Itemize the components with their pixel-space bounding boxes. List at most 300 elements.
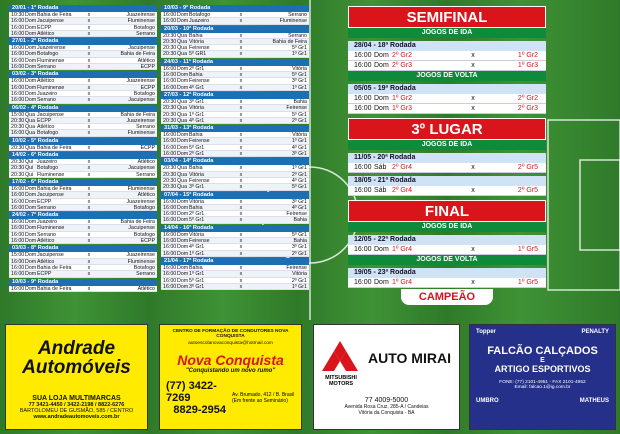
match-cell: x [239,177,243,184]
match-cell: Fluminense [37,84,65,90]
match-list [9,12,157,37]
match-row [348,51,546,61]
match-cell: Juazeirense [126,117,155,124]
match-row [348,104,546,114]
match-cell: Qua [25,144,36,151]
ad-address: BARTOLOMEU DE GUSMÃO, 585 / CENTRO [19,408,134,414]
match-cell: Bahia [189,165,203,171]
match-cell: 5º Gr1 [291,231,307,238]
match-cell: x [87,231,91,238]
match-cell: Bahia de Feira [272,38,307,45]
match-cell: x [471,246,475,253]
match-cell: Serrano [136,30,155,37]
match-cell: Atlético [37,78,55,84]
match-cell: Qua [177,45,188,51]
match-cell: 16:00 [163,283,177,290]
match-cell: Feirense [286,105,307,111]
match-cell: Qua [25,130,36,136]
ad-phone: 77 4009-5000 [364,397,409,404]
match-cell: Dom [25,225,37,231]
match-list [9,78,157,103]
match-cell: Dom [177,217,189,223]
match-cell: x [239,171,243,177]
round-header: 03/02 - 3ª Rodada [9,71,157,78]
match-cell: 20:30 [11,159,25,165]
match-cell: x [87,57,91,64]
ad-phone: (77) 3422-7269 [166,380,217,404]
match-cell: 16:00 [354,52,372,59]
match-cell: Qua [177,111,188,117]
match-cell: 20:30 [163,105,177,111]
match-cell: Vitória [189,171,204,177]
match-cell: 16:00 [163,12,177,18]
match-cell: ECPP [37,198,52,204]
match-cell: 16:00 [163,65,177,72]
match-cell: Dom [177,144,189,151]
ad-title: FALCÃO CALÇADOS [487,345,598,357]
ad-title: CENTRO DE FORMAÇÃO DE CONDUTORES NOVA CONQUISTA [172,329,289,339]
match-cell: x [239,111,243,117]
match-cell: Dom [25,57,37,64]
match-cell: 16:00 [11,285,25,291]
match-cell: Feirense [286,264,307,271]
match-row [348,186,546,196]
match-cell: Atlético [137,159,155,165]
match-row [161,184,309,190]
match-row [161,118,309,124]
campeao-label: CAMPEÃO [401,289,493,305]
match-cell: 16:00 [11,192,25,198]
ad-brand-matheus: MATHEUS [579,398,609,404]
match-cell: x [239,138,243,144]
match-cell: x [87,12,91,18]
match-cell: x [87,252,91,258]
match-list [161,66,309,91]
match-cell: 16:00 [163,144,177,151]
match-cell: Serrano [288,32,307,38]
match-cell: 20:30 [163,32,177,38]
match-cell: 1º Gr5 [517,246,538,253]
match-cell: Bahia [293,217,307,223]
match-cell: Qua [177,32,188,38]
match-cell: x [239,78,243,84]
match-cell: Serrano [288,12,307,18]
match-cell: Serrano [37,64,56,70]
ad-logo: Nova Conquista [177,352,284,368]
ad-email: Email: falcao.1@ig.com.br [514,385,571,390]
match-cell: 16:00 [11,78,25,84]
match-cell: x [87,185,91,192]
match-cell: Dom [25,204,37,211]
ad-slogan: "Conquistando um novo rumo" [185,368,276,374]
match-list [161,165,309,190]
match-cell: 4º Gr1 [189,117,205,124]
match-cell: x [87,84,91,90]
ad-brand-line1: Andrade [37,338,116,359]
match-cell: 1º Gr4 [392,246,413,253]
match-cell: 20:30 [11,165,25,171]
match-cell: x [239,132,243,138]
match-cell: x [239,144,243,151]
match-cell: x [239,184,243,190]
match-cell: 16:00 [11,198,25,204]
match-cell: Feirense [189,45,210,51]
match-cell: x [239,72,243,78]
final-title: FINAL [348,200,546,222]
match-cell: Dom [25,219,37,225]
match-cell: x [239,211,243,217]
match-cell: 1º Gr1 [189,271,205,277]
match-cell: 16:00 [11,64,25,70]
match-cell: Fluminense [127,130,155,136]
ad-nova-conquista[interactable] [159,324,302,430]
match-cell: Botafogo [189,12,211,18]
match-cell: 16:00 [11,51,25,57]
match-cell: x [87,271,91,277]
match-cell: Dom [25,192,37,198]
match-row [348,61,546,71]
match-cell: x [471,52,475,59]
match-cell: 4º Gr1 [291,204,307,211]
match-cell: Fluminense [127,18,155,24]
ad-city: Vitória da Conquista - BA [358,410,415,416]
match-cell: ECPP [140,84,155,90]
round-header: 20/03 - 10ª Rodada [161,26,309,33]
match-cell: Serrano [136,124,155,130]
match-cell: x [239,283,243,290]
match-cell: 2º Gr4 [392,187,413,194]
round-header: 10/03 - 9ª Rodada [161,5,309,12]
match-cell: Bahia de Feira [120,111,155,117]
round-header: 24/02 - 7ª Rodada [9,212,157,219]
ad-falcao-calcados[interactable] [469,324,616,430]
match-cell: Dom [177,138,189,144]
ad-brand-umbro: UMBRO [476,398,499,404]
match-cell: Jacuipense [37,18,64,24]
match-cell: Qua [177,105,188,111]
match-cell: 15:00 [11,111,25,117]
jogos-ida-label: JOGOS DE IDA [348,28,546,38]
ad-tagline: SUA LOJA MULTIMARCAS [32,395,121,402]
round-header: 31/03 - 13ª Rodada [161,125,309,132]
match-cell: Botafogo [133,264,155,271]
match-cell: Dom [177,12,189,18]
match-cell: Qui [25,171,34,177]
match-cell: Dom [177,198,189,204]
match-cell: Botafogo [133,90,155,97]
match-cell: 20:30 [11,124,25,130]
round-header: 10/03 - 9ª Rodada [9,279,157,286]
match-cell: Fluminense [37,57,65,64]
match-cell: Dom [177,204,189,211]
match-cell: x [239,84,243,90]
match-cell: Bahia de Feira [120,219,155,225]
match-cell: Dom [25,231,37,238]
match-row [9,145,157,151]
match-cell: 5º Gr1 [189,144,205,151]
match-cell: 2º Gr4 [392,164,413,171]
match-cell: Botafogo [133,204,155,211]
match-cell: 16:00 [11,97,25,103]
match-cell: x [87,130,91,136]
match-cell: 1º Gr5 [517,279,538,286]
match-cell: x [239,165,243,171]
match-cell: Bahia de Feira [37,264,72,271]
match-cell: Qua [25,124,36,130]
match-cell: 16:00 [163,151,177,157]
match-cell: x [239,38,243,45]
match-cell: x [87,117,91,124]
match-cell: Serrano [136,171,155,177]
match-cell: x [87,285,91,291]
match-cell: 3º Gr1 [291,151,307,157]
match-cell: Botafogo [37,51,59,57]
match-cell: x [87,78,91,84]
match-cell: x [87,45,91,51]
match-cell: x [239,198,243,204]
match-list [9,252,157,277]
match-cell: Dom [25,51,37,57]
match-cell: x [239,250,243,256]
match-cell: x [87,165,91,171]
ad-subtitle: ARTIGO ESPORTIVOS [494,364,591,374]
match-cell: x [239,98,243,105]
match-cell: 20:30 [11,144,25,151]
match-cell: 1º Gr1 [291,84,307,90]
match-row [348,163,546,173]
match-cell: 1º Gr2 [392,95,413,102]
match-cell: x [87,97,91,103]
match-cell: Dom [177,264,189,271]
match-cell: 16:00 [163,231,177,238]
match-cell: 20:30 [163,184,177,190]
match-list [9,145,157,151]
match-cell: x [87,264,91,271]
match-cell: Bahia [293,98,307,105]
match-cell: Bahia [189,72,203,78]
match-cell: Atlético [37,30,55,37]
ad-email: autoescolanovaconquista@hotmail.com [188,341,273,346]
match-cell: Feirense [189,138,210,144]
match-cell: Dom [25,271,37,277]
match-list [9,286,157,292]
ad-url: www.andradeautomoveis.com.br [33,414,120,420]
match-cell: Dom [177,84,189,90]
match-cell: Qua [177,177,188,184]
match-cell: 1º Gr1 [291,138,307,144]
match-cell: x [87,51,91,57]
round-header: 24/03 - 11ª Rodada [161,59,309,66]
match-cell: 10:30 [11,12,25,18]
match-cell: Feirense [286,211,307,217]
match-cell: Botafogo [37,130,59,136]
match-cell: x [87,198,91,204]
match-cell: Qua [177,38,188,45]
match-cell: 4º Gr1 [189,244,205,250]
match-cell: Botafogo [133,24,155,30]
match-cell: Serrano [136,271,155,277]
match-cell: 3º Gr1 [189,98,205,105]
ad-phone: 77 3421-4450 / 3422-2198 / 8822-6276 [28,402,125,408]
round-header: 10/02 - 5ª Rodada [9,138,157,145]
match-cell: x [87,192,91,198]
match-cell: x [239,271,243,277]
ad-address: Avenida Rosa Cruz, 285-A / Candeias [344,404,429,410]
match-cell: Bahia de Feira [120,51,155,57]
match-cell: Dom [25,264,37,271]
match-cell: Atlético [37,238,55,244]
match-cell: 16:00 [354,164,372,171]
match-cell: x [87,159,91,165]
match-cell: 4º Gr1 [291,177,307,184]
match-cell: Dom [374,105,389,112]
match-cell: 16:00 [11,84,25,90]
match-cell: 16:00 [163,138,177,144]
match-cell: Atlético [137,285,155,291]
round-header: 19/05 - 23ª Rodada [348,268,546,278]
match-list [348,163,546,173]
match-cell: Jacuipense [37,192,64,198]
jogos-volta-label: JOGOS DE VOLTA [348,71,546,81]
match-row [161,251,309,257]
match-cell: Qua [177,184,188,190]
jogos-ida-label: JOGOS DE IDA [348,222,546,232]
match-cell: 1º Gr2 [517,52,538,59]
round-header: 17/02 - 6ª Rodada [9,179,157,186]
match-cell: x [471,279,475,286]
match-cell: x [87,144,91,151]
match-cell: 2º Gr5 [517,187,538,194]
match-row [161,85,309,91]
match-row [161,18,309,24]
ad-andrade-automoveis[interactable] [5,324,148,430]
match-cell: Qua [25,117,36,124]
match-cell: Dom [177,151,189,157]
match-cell: x [239,32,243,38]
ad-phone2: 8829-2954 [173,404,226,416]
match-cell: Fluminense [127,185,155,192]
match-cell: x [87,204,91,211]
match-row [9,238,157,244]
match-cell: x [239,51,243,57]
ad-brand: AUTO MIRAI [368,350,451,366]
match-cell: x [239,105,243,111]
match-cell: Bahia de Feira [37,285,72,291]
round-header: 03/03 - 8ª Rodada [9,245,157,252]
match-cell: 20:30 [11,117,25,124]
match-cell: Dom [177,78,189,84]
ad-conj: E [540,357,545,364]
match-cell: Dom [177,250,189,256]
match-cell: 1º Gr4 [392,279,413,286]
match-row [9,31,157,37]
ad-maker: MITSUBISHI MOTORS [325,375,357,387]
match-list [9,112,157,137]
match-cell: x [87,225,91,231]
match-cell: 2º Gr1 [291,277,307,283]
match-cell: Qua [177,51,188,57]
match-cell: Dom [177,211,189,217]
round-header: 14/04 - 16ª Rodada [161,225,309,232]
match-cell: 16:00 [354,62,372,69]
match-cell: 16:00 [11,204,25,211]
match-cell: Vitória [189,105,204,111]
match-cell: 16:00 [163,211,177,217]
match-cell: 20:30 [163,111,177,117]
match-cell: 1º Gr3 [517,62,538,69]
match-cell: Qua [25,111,36,117]
match-cell: Fluminense [37,171,65,177]
match-cell: 16:00 [11,271,25,277]
match-cell: x [87,171,91,177]
match-row [348,94,546,104]
match-cell: Sáb [374,164,387,171]
match-cell: 16:00 [11,130,25,136]
match-cell: 5º GR1 [189,51,207,57]
round-header: 28/04 - 18ª Rodada [348,41,546,51]
match-cell: 16:00 [163,238,177,244]
match-cell: Juazeirense [126,12,155,18]
match-cell: Sáb [374,187,387,194]
match-cell: 16:00 [11,90,25,97]
match-cell: 16:00 [163,204,177,211]
match-row [161,217,309,223]
match-cell: 16:00 [11,30,25,37]
match-list [9,159,157,178]
match-cell: ECPP [37,271,52,277]
match-cell: x [471,95,475,102]
match-cell: 16:00 [163,18,177,24]
match-cell: Jacuipense [128,165,155,171]
ad-brand-line2: Automóveis [22,357,131,378]
match-cell: 5º Gr1 [291,45,307,51]
match-cell: 20:30 [163,177,177,184]
match-cell: Bahia [189,132,203,138]
match-cell: Vitória [189,231,204,238]
match-cell: 2º Gr3 [392,62,413,69]
match-cell: 5º Gr1 [291,111,307,117]
match-cell: 16:00 [163,84,177,90]
match-cell: Juazeirense [126,252,155,258]
match-cell: Jacuipense [128,45,155,51]
match-cell: 16:00 [11,258,25,264]
match-cell: 5º Gr1 [189,277,205,283]
match-cell: 16:00 [11,231,25,238]
match-cell: 16:00 [11,24,25,30]
match-row [9,286,157,292]
match-cell: x [87,24,91,30]
match-list [161,132,309,157]
match-cell: 2º Gr2 [517,95,538,102]
match-cell: 16:00 [163,78,177,84]
match-cell: x [239,117,243,124]
match-cell: 16:00 [163,198,177,204]
match-row [9,271,157,277]
ad-auto-mirai[interactable] [313,324,460,430]
match-cell: 16:00 [11,18,25,24]
match-cell: x [239,65,243,72]
match-cell: Dom [374,52,389,59]
ad-address: Av. Brumado, 412 / B. Brasil (Em frente ao Seminário) [232,392,295,404]
match-cell: Bahia [189,204,203,211]
match-cell: ECPP [140,238,155,244]
semifinal-title: SEMIFINAL [348,6,546,28]
match-cell: Jacuipense [128,225,155,231]
match-cell: 16:00 [11,45,25,51]
match-cell: Serrano [37,204,56,211]
match-cell: ECPP [37,24,52,30]
match-cell: Bahia [189,32,203,38]
